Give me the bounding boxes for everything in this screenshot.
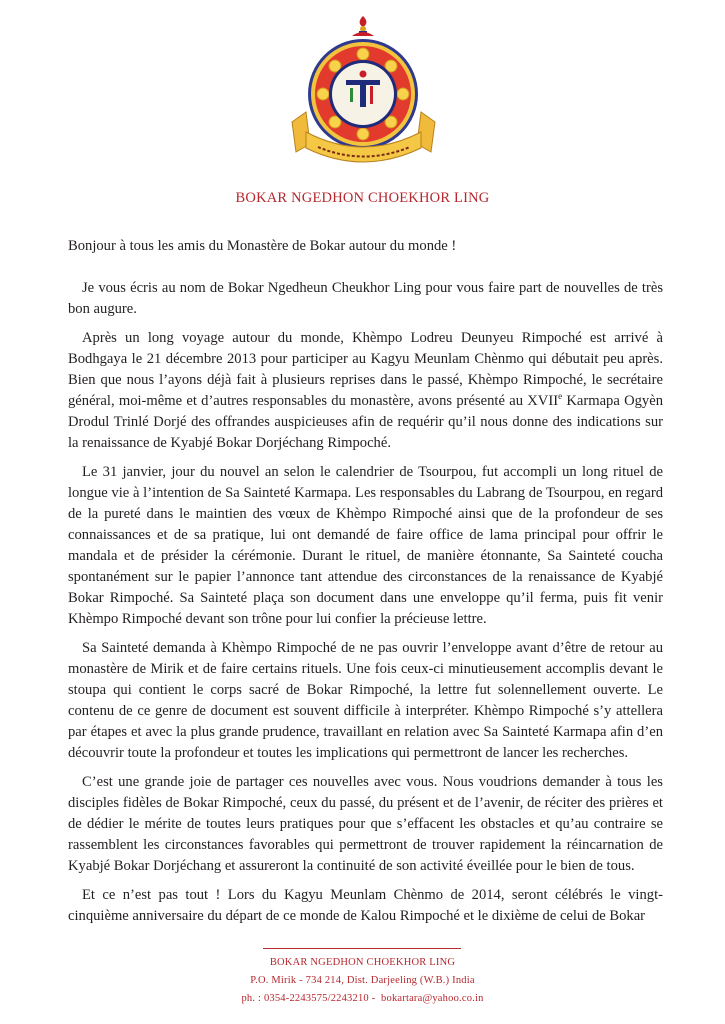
paragraph-4: Sa Sainteté demanda à Khèmpo Rimpoché de ne pas ouvrir l’enveloppe avant d’être de retour au monastère de Mirik et de faire certains rituels. Une fois ceux-ci minutieusement accomplis devant le stoupa qui contient le corps sacré de Bokar Rimpoché, la lettre fut solennellement ouverte. Le contenu de ce genre de document est souvent difficile à interpréter. Khèmpo Rimpoché s’y attellera par étapes et avec la plus grande prudence, travaillant en relation avec Sa Sainteté Karmapa afin d’en découvrir toute la profondeur et toutes les implications qui permettront de lancer les recherches. xyxy=(68,640,663,761)
footer xyxy=(0,954,725,1008)
monastery-logo xyxy=(286,14,441,179)
paragraph-2 xyxy=(68,328,663,454)
footer-contact xyxy=(0,990,725,1008)
paragraph-2-superscript: e xyxy=(558,391,563,402)
paragraph-2-part-a: Après un long voyage autour du monde, Khèmpo Lodreu Deunyeu Rimpoché est arrivé à Bodhgaya le 21 décembre 2013 pour participer au Kagyu Meunlam Chènmo qui débutait peu après. Bien que nous l’ayons déjà fait à plusieurs reprises dans le passé, Khèmpo Rimpoché, le secrétaire général, moi-même et d’autres responsables du monastère, avons présenté au XVII xyxy=(68,330,663,409)
paragraph-2-part-b: Karmapa Ogyèn Drodul Trinlé Dorjé des offrandes auspicieuses afin de requérir qu’il nous donne des indications sur la renaissance de Kyabjé Bokar Dorjéchang Rimpoché. xyxy=(68,393,664,451)
paragraph-1: Je vous écris au nom de Bokar Ngedheun Cheukhor Ling pour vous faire part de nouvelles de très bon augure. xyxy=(68,280,663,317)
paragraph-3: Le 31 janvier, jour du nouvel an selon le calendrier de Tsourpou, fut accompli un long rituel de longue vie à l’intention de Sa Sainteté Karmapa. Les responsables du Labrang de Tsourpou, en regard de la pureté dans le maintien des vœux de Khèmpo Rimpoché ainsi que de la profondeur de ses connaissances et de sa pratique, lui ont demandé de faire office de lama principal pour offrir le mandala et de présider la cérémonie. Durant le rituel, de manière étonnante, Sa Sainteté coucha spontanément sur le papier l’annonce tant attendue des circonstances de la renaissance de Kyabjé Bokar Rimpoché. Sa Sainteté plaça son document dans une enveloppe qu’il ferma, puis fit venir Khèmpo Rimpoché devant son trône pour lui confier la précieuse lettre. xyxy=(68,464,663,627)
monastery-emblem-icon xyxy=(286,14,441,179)
paragraph-5: C’est une grande joie de partager ces nouvelles avec vous. Nous voudrions demander à tous les disciples fidèles de Bokar Rimpoché, ceux du passé, du présent et de l’avenir, de réciter des prières et de dédier le mérite de toutes leurs pratiques pour que s’effacent les obstacles et qu’au contraire se rassemblent les circonstances favorables qui permettront de trouver rapidement la réincarnation de Kyabjé Bokar Dorjéchang et assureront la continuité de son activité éveillée pour le bien de tous. xyxy=(68,774,663,874)
footer-email[interactable]: bokartara@yahoo.co.in xyxy=(381,993,484,1004)
footer-address: P.O. Mirik - 734 214, Dist. Darjeeling (W.B.) India xyxy=(250,975,475,986)
footer-divider xyxy=(263,948,461,949)
greeting: Bonjour à tous les amis du Monastère de Bokar autour du monde ! xyxy=(68,238,457,254)
paragraph-6: Et ce n’est pas tout ! Lors du Kagyu Meunlam Chènmo de 2014, seront célébrés le vingt-cinquième anniversaire du départ de ce monde de Kalou Rimpoché et le dixième de celui de Bokar xyxy=(68,887,663,924)
footer-phone: ph. : 0354-2243575/2243210 - xyxy=(241,993,376,1004)
organization-title: BOKAR NGEDHON CHOEKHOR LING xyxy=(235,190,490,206)
footer-organization: BOKAR NGEDHON CHOEKHOR LING xyxy=(269,957,456,968)
letter-body xyxy=(68,236,663,935)
